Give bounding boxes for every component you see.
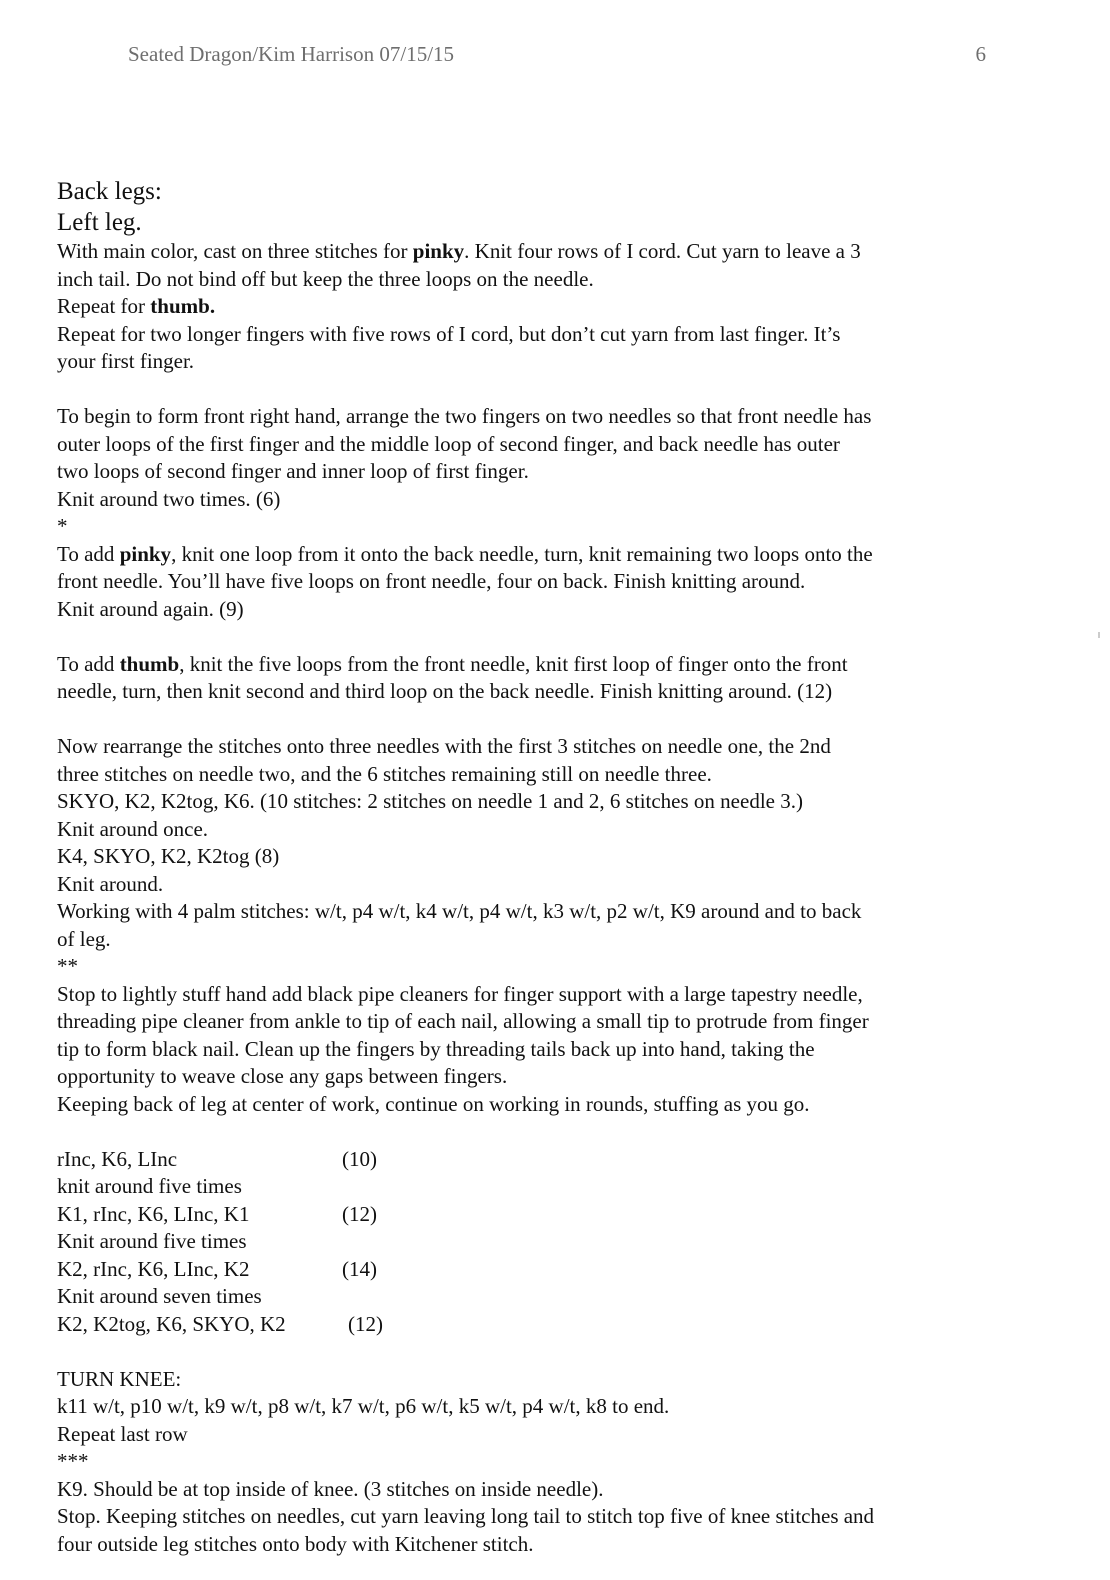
text-line: To begin to form front right hand, arrange the two fingers on two needles so that front needle has (57, 404, 872, 428)
bold-term: pinky (412, 239, 465, 263)
text-line: four outside leg stitches onto body with Kitchener stitch. (57, 1531, 534, 1556)
text-line: Working with 4 palm stitches: w/t, p4 w/t, k4 w/t, p4 w/t, k3 w/t, p2 w/t, K9 around and to back (57, 899, 862, 923)
text-line: needle, turn, then knit second and third loop on the back needle. Finish knitting around. (12) (57, 679, 833, 703)
page-header (128, 42, 990, 72)
step-text: K2, rInc, K6, LInc, K2 (57, 1256, 250, 1281)
text-line: front needle. You’ll have five loops on front needle, four on back. Finish knitting around. (57, 569, 806, 593)
text-line: Knit around again. (9) (57, 596, 244, 621)
text-line: Knit around two times. (6) (57, 486, 281, 511)
text-line: Keeping back of leg at center of work, continue on working in rounds, stuffing as you go. (57, 1091, 810, 1116)
text-line: K4, SKYO, K2, K2tog (8) (57, 844, 280, 868)
page-number: 6 (975, 42, 986, 66)
marker-line: * (57, 514, 68, 538)
text-line: Now rearrange the stitches onto three needles with the first 3 stitches on needle one, the 2nd (57, 734, 831, 758)
subsection-heading: Left leg. (57, 209, 142, 236)
stitch-count: (10) (342, 1146, 377, 1171)
text-line: Repeat last row (57, 1421, 188, 1446)
knee-heading: TURN KNEE: (57, 1366, 182, 1391)
text-line: To add thumb, knit the five loops from the front needle, knit first loop of finger onto the front (57, 651, 848, 676)
step-text: K1, rInc, K6, LInc, K1 (57, 1201, 250, 1226)
text-line: Stop to lightly stuff hand add black pipe cleaners for finger support with a large tapestry needle, (57, 981, 863, 1006)
text-line: your first finger. (57, 349, 195, 373)
scan-mark (1098, 632, 1100, 638)
text-line: Repeat for two longer fingers with five rows of I cord, but don’t cut yarn from last finger. It’s (57, 321, 841, 346)
text-line: two loops of second finger and inner loop of first finger. (57, 459, 529, 483)
step-row (57, 1283, 1057, 1311)
text-line: With main color, cast on three stitches for pinky. Knit four rows of I cord. Cut yarn to leave a 3 (57, 239, 861, 263)
text-line: of leg. (57, 926, 111, 951)
step-row (57, 1256, 1057, 1284)
steps-list (57, 1146, 1057, 1339)
bold-term: thumb (119, 651, 180, 676)
text-line: outer loops of the first finger and the middle loop of second finger, and back needle has outer (57, 431, 840, 456)
text-line: inch tail. Do not bind off but keep the three loops on the needle. (57, 266, 594, 291)
step-text: Knit around seven times (57, 1284, 262, 1308)
bold-term: thumb. (150, 294, 216, 318)
text-line: Knit around once. (57, 816, 209, 841)
text-line: Knit around. (57, 871, 164, 896)
step-text: knit around five times (57, 1174, 242, 1198)
step-row (57, 1173, 1057, 1201)
document-title: Seated Dragon/Kim Harrison 07/15/15 (128, 42, 455, 66)
text-line: opportunity to weave close any gaps between fingers. (57, 1064, 508, 1088)
step-text: rInc, K6, LInc (57, 1146, 178, 1171)
step-row (57, 1228, 1057, 1256)
text-line: threading pipe cleaner from ankle to tip of each nail, allowing a small tip to protrude from finger (57, 1009, 869, 1033)
step-row (57, 1146, 1057, 1174)
step-row (57, 1311, 1057, 1339)
bold-term: pinky (119, 541, 172, 566)
text-line: three stitches on needle two, and the 6 stitches remaining still on needle three. (57, 761, 712, 786)
stitch-count: (12) (348, 1311, 383, 1336)
marker-line: ** (57, 954, 78, 978)
text-line: SKYO, K2, K2tog, K6. (10 stitches: 2 stitches on needle 1 and 2, 6 stitches on needle 3.) (57, 789, 803, 813)
stitch-count: (12) (342, 1201, 377, 1226)
step-text: Knit around five times (57, 1229, 247, 1253)
document-body (57, 176, 1057, 1558)
text-line: Stop. Keeping stitches on needles, cut yarn leaving long tail to stitch top five of knee stitches and (57, 1504, 875, 1528)
text-line: To add pinky, knit one loop from it onto the back needle, turn, knit remaining two loops onto the (57, 541, 873, 566)
text-line: Repeat for thumb. (57, 294, 216, 318)
text-line: tip to form black nail. Clean up the fingers by threading tails back up into hand, taking the (57, 1036, 815, 1061)
marker-line: *** (57, 1449, 89, 1473)
text-line: k11 w/t, p10 w/t, k9 w/t, p8 w/t, k7 w/t, p6 w/t, k5 w/t, p4 w/t, k8 to end. (57, 1394, 670, 1418)
step-row (57, 1201, 1057, 1229)
text-line: K9. Should be at top inside of knee. (3 stitches on inside needle). (57, 1476, 604, 1501)
step-text: K2, K2tog, K6, SKYO, K2 (57, 1311, 286, 1336)
stitch-count: (14) (342, 1256, 377, 1281)
section-heading: Back legs: (57, 178, 162, 205)
